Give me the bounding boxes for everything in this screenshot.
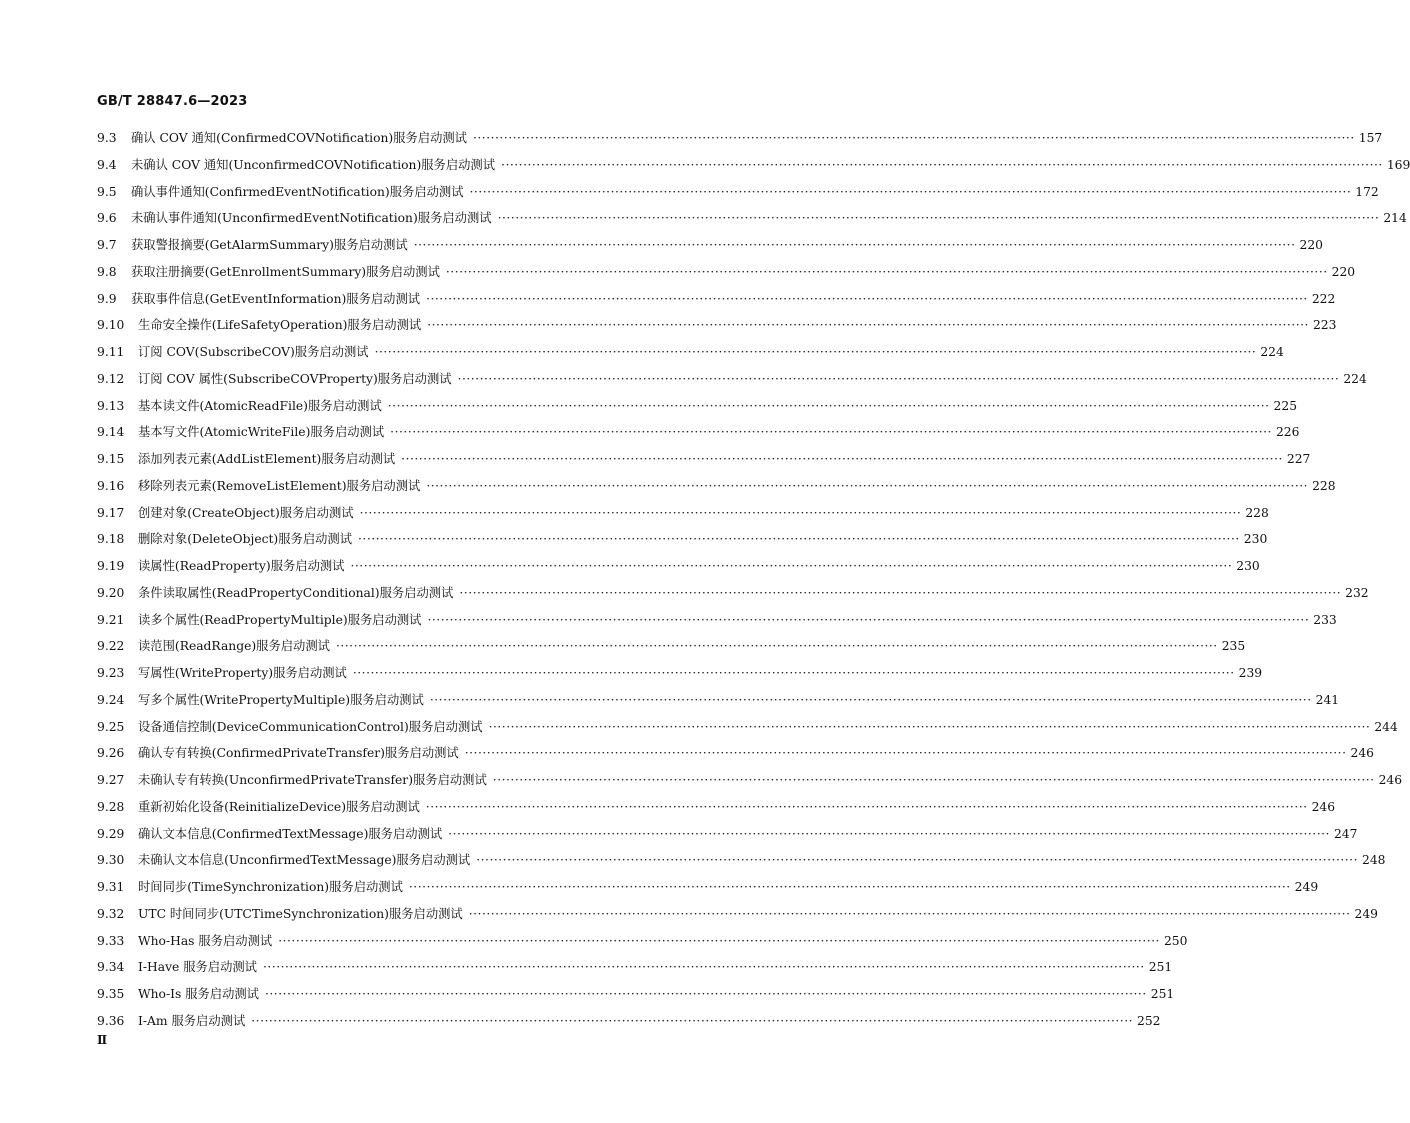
toc-entry-title: 添加列表元素(AddListElement)服务启动测试 <box>138 452 396 466</box>
toc-entry-title: 获取注册摘要(GetEnrollmentSummary)服务启动测试 <box>131 264 440 279</box>
toc-entry[interactable] <box>97 339 1284 366</box>
toc-entry-number: 9.21 <box>97 612 125 627</box>
toc-entry-number: 9.25 <box>97 719 125 734</box>
toc-entry-page: 225 <box>1273 398 1298 413</box>
toc-entry-title: 写多个属性(WritePropertyMultiple)服务启动测试 <box>138 692 424 707</box>
toc-entry-page: 227 <box>1286 452 1311 466</box>
toc-dot-leader: ········································································································································································································ <box>501 157 1383 172</box>
toc-entry-number: 9.23 <box>97 666 125 680</box>
toc-entry-page: 249 <box>1294 880 1319 894</box>
toc-dot-leader: ········································································································································································································ <box>448 826 1330 841</box>
toc-entry[interactable] <box>97 633 1246 660</box>
toc-dot-leader: ········································································································································································································ <box>488 719 1371 734</box>
toc-entry[interactable] <box>97 179 1379 206</box>
toc-entry-title: 创建对象(CreateObject)服务启动测试 <box>138 505 354 520</box>
toc-entry[interactable] <box>97 794 1336 821</box>
toc-entry[interactable] <box>97 259 1356 286</box>
toc-entry-number: 9.18 <box>97 532 125 547</box>
toc-entry-title: I-Am 服务启动测试 <box>138 1013 246 1028</box>
toc-entry[interactable] <box>97 687 1340 714</box>
page-number: Ⅱ <box>97 1033 108 1047</box>
toc-entry-page: 172 <box>1355 184 1379 199</box>
toc-entry-number: 9.12 <box>97 371 125 386</box>
toc-entry[interactable] <box>97 607 1337 634</box>
toc-entry-number: 9.32 <box>97 906 125 921</box>
toc-entry[interactable] <box>97 205 1407 232</box>
toc-entry-title: 条件读取属性(ReadPropertyConditional)服务启动测试 <box>138 585 454 600</box>
toc-entry[interactable] <box>97 847 1386 874</box>
toc-entry-title: 确认事件通知(ConfirmedEventNotification)服务启动测试 <box>131 184 464 199</box>
toc-entry[interactable] <box>97 928 1188 955</box>
toc-entry-page: 230 <box>1236 559 1260 573</box>
toc-dot-leader: ········································································································································································································ <box>457 371 1340 386</box>
document-code: GB/T 28847.6—2023 <box>97 94 248 109</box>
toc-entry-page: 224 <box>1260 345 1284 359</box>
toc-entry-page: 251 <box>1150 987 1175 1001</box>
toc-entry-number: 9.7 <box>97 238 117 252</box>
toc-entry[interactable] <box>97 981 1175 1008</box>
toc-dot-leader: ········································································································································································································ <box>425 799 1308 814</box>
toc-dot-leader: ········································································································································································································ <box>401 452 1283 466</box>
toc-dot-leader: ········································································································································································································ <box>408 880 1291 894</box>
toc-entry-page: 248 <box>1362 853 1386 868</box>
toc-dot-leader: ········································································································································································································ <box>390 425 1272 440</box>
toc-dot-leader: ········································································································································································································ <box>472 131 1355 145</box>
toc-dot-leader: ········································································································································································································ <box>264 987 1147 1001</box>
toc-entry-number: 9.34 <box>97 960 125 975</box>
toc-entry[interactable] <box>97 660 1263 687</box>
toc-entry[interactable] <box>97 901 1378 928</box>
toc-entry-page: 247 <box>1333 826 1358 841</box>
toc-dot-leader: ········································································································································································································ <box>335 639 1218 654</box>
toc-entry-number: 9.9 <box>97 291 117 306</box>
toc-entry-title: 未确认专有转换(UnconfirmedPrivateTransfer)服务启动测试 <box>138 773 487 787</box>
toc-entry-title: 未确认 COV 通知(UnconfirmedCOVNotification)服务启动测试 <box>131 157 496 172</box>
toc-entry-number: 9.4 <box>97 157 117 172</box>
toc-entry-page: 244 <box>1374 719 1398 734</box>
toc-entry-title: 读范围(ReadRange)服务启动测试 <box>138 639 330 654</box>
toc-entry-page: 226 <box>1275 425 1300 440</box>
toc-entry-page: 246 <box>1350 746 1374 761</box>
toc-entry-title: Who-Is 服务启动测试 <box>138 987 259 1001</box>
toc-entry-page: 232 <box>1345 585 1369 600</box>
toc-dot-leader: ········································································································································································································ <box>426 291 1308 306</box>
toc-entry-title: 读属性(ReadProperty)服务启动测试 <box>138 559 345 573</box>
toc-entry-title: 确认 COV 通知(ConfirmedCOVNotification)服务启动测试 <box>131 131 467 145</box>
toc-entry-page: 246 <box>1378 773 1403 787</box>
toc-entry-title: 设备通信控制(DeviceCommunicationControl)服务启动测试 <box>138 719 483 734</box>
toc-entry-title: 未确认事件通知(UnconfirmedEventNotification)服务启动测试 <box>131 211 492 226</box>
toc-entry-number: 9.20 <box>97 585 125 600</box>
toc-entry-title: 基本读文件(AtomicReadFile)服务启动测试 <box>138 398 382 413</box>
toc-entry-page: 157 <box>1358 131 1383 145</box>
toc-entry-page: 228 <box>1245 505 1269 520</box>
toc-entry-number: 9.17 <box>97 505 125 520</box>
toc-entry[interactable] <box>97 821 1358 848</box>
toc-entry-number: 9.16 <box>97 478 125 493</box>
toc-entry[interactable] <box>97 286 1336 313</box>
toc-entry-number: 9.5 <box>97 184 117 199</box>
toc-dot-leader: ········································································································································································································ <box>476 853 1358 868</box>
toc-entry-title: 时间同步(TimeSynchronization)服务启动测试 <box>138 880 403 894</box>
toc-entry-page: 239 <box>1238 666 1263 680</box>
toc-entry-title: Who-Has 服务启动测试 <box>138 933 273 948</box>
toc-entry-number: 9.6 <box>97 211 117 226</box>
toc-dot-leader: ········································································································································································································ <box>350 559 1233 573</box>
toc-entry[interactable] <box>97 473 1336 500</box>
toc-entry-title: UTC 时间同步(UTCTimeSynchronization)服务启动测试 <box>138 906 463 921</box>
toc-dot-leader: ········································································································································································································ <box>492 773 1375 787</box>
toc-entry-page: 235 <box>1221 639 1246 654</box>
toc-entry-page: 233 <box>1313 612 1337 627</box>
toc-dot-leader: ········································································································································································································ <box>459 585 1342 600</box>
toc-dot-leader: ········································································································································································································ <box>374 345 1257 359</box>
toc-dot-leader: ········································································································································································································ <box>358 532 1240 547</box>
toc-entry-page: 230 <box>1243 532 1268 547</box>
toc-entry[interactable] <box>97 1008 1161 1035</box>
toc-entry[interactable] <box>97 580 1369 607</box>
toc-dot-leader: ········································································································································································································ <box>387 398 1270 413</box>
toc-entry-number: 9.35 <box>97 987 125 1001</box>
toc-entry[interactable] <box>97 446 1311 473</box>
toc-entry-page: 223 <box>1312 318 1337 333</box>
toc-entry-page: 220 <box>1331 264 1356 279</box>
toc-entry[interactable] <box>97 393 1298 420</box>
toc-entry-page: 224 <box>1343 371 1367 386</box>
toc-entry-number: 9.33 <box>97 933 125 948</box>
toc-entry-title: 基本写文件(AtomicWriteFile)服务启动测试 <box>138 425 385 440</box>
toc-entry-page: 214 <box>1383 211 1407 226</box>
toc-entry-title: 生命安全操作(LifeSafetyOperation)服务启动测试 <box>138 318 422 333</box>
toc-entry-title: 重新初始化设备(ReinitializeDevice)服务启动测试 <box>138 799 420 814</box>
toc-entry-number: 9.13 <box>97 398 125 413</box>
toc-entry[interactable] <box>97 419 1300 446</box>
toc-entry-number: 9.31 <box>97 880 125 894</box>
toc-entry-page: 249 <box>1354 906 1378 921</box>
toc-entry[interactable] <box>97 740 1374 767</box>
toc-entry-page: 246 <box>1311 799 1336 814</box>
toc-entry-page: 252 <box>1137 1013 1161 1028</box>
toc-entry-number: 9.29 <box>97 826 125 841</box>
toc-entry-number: 9.14 <box>97 425 125 440</box>
toc-entry[interactable] <box>97 125 1383 152</box>
toc-dot-leader: ········································································································································································································ <box>445 264 1328 279</box>
toc-entry-page: 228 <box>1312 478 1336 493</box>
toc-entry-title: 获取警报摘要(GetAlarmSummary)服务启动测试 <box>131 238 408 252</box>
toc-dot-leader: ········································································································································································································ <box>497 211 1380 226</box>
toc-dot-leader: ········································································································································································································ <box>251 1013 1134 1028</box>
toc-entry-title: 确认文本信息(ConfirmedTextMessage)服务启动测试 <box>138 826 443 841</box>
toc-dot-leader: ········································································································································································································ <box>278 933 1160 948</box>
toc-entry-number: 9.19 <box>97 559 125 573</box>
toc-dot-leader: ········································································································································································································ <box>426 478 1309 493</box>
toc-dot-leader: ········································································································································································································ <box>427 318 1309 333</box>
toc-entry-title: 删除对象(DeleteObject)服务启动测试 <box>138 532 353 547</box>
toc-entry-title: 读多个属性(ReadPropertyMultiple)服务启动测试 <box>138 612 422 627</box>
toc-entry-title: 未确认文本信息(UnconfirmedTextMessage)服务启动测试 <box>138 853 471 868</box>
toc-entry-page: 169 <box>1386 157 1410 172</box>
toc-entry-page: 222 <box>1311 291 1336 306</box>
toc-entry[interactable] <box>97 553 1260 580</box>
toc-entry-number: 9.8 <box>97 264 117 279</box>
toc-dot-leader: ········································································································································································································ <box>352 666 1235 680</box>
toc-entry[interactable] <box>97 500 1269 527</box>
toc-entry-number: 9.30 <box>97 853 125 868</box>
toc-entry-number: 9.27 <box>97 773 125 787</box>
toc-entry[interactable] <box>97 874 1319 901</box>
toc-dot-leader: ········································································································································································································ <box>429 692 1312 707</box>
toc-entry[interactable] <box>97 954 1173 981</box>
toc-entry-page: 241 <box>1315 692 1340 707</box>
toc-entry-page: 220 <box>1299 238 1323 252</box>
toc-dot-leader: ········································································································································································································ <box>468 906 1351 921</box>
toc-entry-number: 9.15 <box>97 452 125 466</box>
toc-entry-title: 获取事件信息(GetEventInformation)服务启动测试 <box>131 291 421 306</box>
toc-entry[interactable] <box>97 526 1268 553</box>
toc-entry[interactable] <box>97 312 1337 339</box>
toc-dot-leader: ········································································································································································································ <box>413 238 1296 252</box>
toc-entry-title: 订阅 COV 属性(SubscribeCOVProperty)服务启动测试 <box>138 371 452 386</box>
toc-entry[interactable] <box>97 232 1323 259</box>
toc-entry-title: 移除列表元素(RemoveListElement)服务启动测试 <box>138 478 421 493</box>
toc-entry-title: 订阅 COV(SubscribeCOV)服务启动测试 <box>138 345 369 359</box>
toc-dot-leader: ········································································································································································································ <box>359 505 1242 520</box>
toc-entry-number: 9.28 <box>97 799 125 814</box>
toc-entry-number: 9.10 <box>97 318 125 333</box>
toc-entry[interactable] <box>97 152 1410 179</box>
toc-dot-leader: ········································································································································································································ <box>262 960 1145 975</box>
toc-entry-number: 9.22 <box>97 639 125 654</box>
toc-entry-number: 9.3 <box>97 131 117 145</box>
toc-entry[interactable] <box>97 714 1398 741</box>
toc-dot-leader: ········································································································································································································ <box>427 612 1310 627</box>
toc-dot-leader: ········································································································································································································ <box>469 184 1352 199</box>
toc-entry-title: I-Have 服务启动测试 <box>138 960 257 975</box>
toc-entry-page: 250 <box>1163 933 1188 948</box>
table-of-contents <box>97 125 1410 1035</box>
toc-entry-title: 写属性(WriteProperty)服务启动测试 <box>138 666 347 680</box>
toc-entry-number: 9.11 <box>97 345 125 359</box>
toc-entry-number: 9.26 <box>97 746 125 761</box>
toc-entry-title: 确认专有转换(ConfirmedPrivateTransfer)服务启动测试 <box>138 746 459 761</box>
toc-entry-number: 9.24 <box>97 692 125 707</box>
toc-entry[interactable] <box>97 366 1367 393</box>
toc-entry[interactable] <box>97 767 1403 794</box>
toc-entry-number: 9.36 <box>97 1013 125 1028</box>
toc-entry-page: 251 <box>1148 960 1173 975</box>
toc-dot-leader: ········································································································································································································ <box>464 746 1347 761</box>
